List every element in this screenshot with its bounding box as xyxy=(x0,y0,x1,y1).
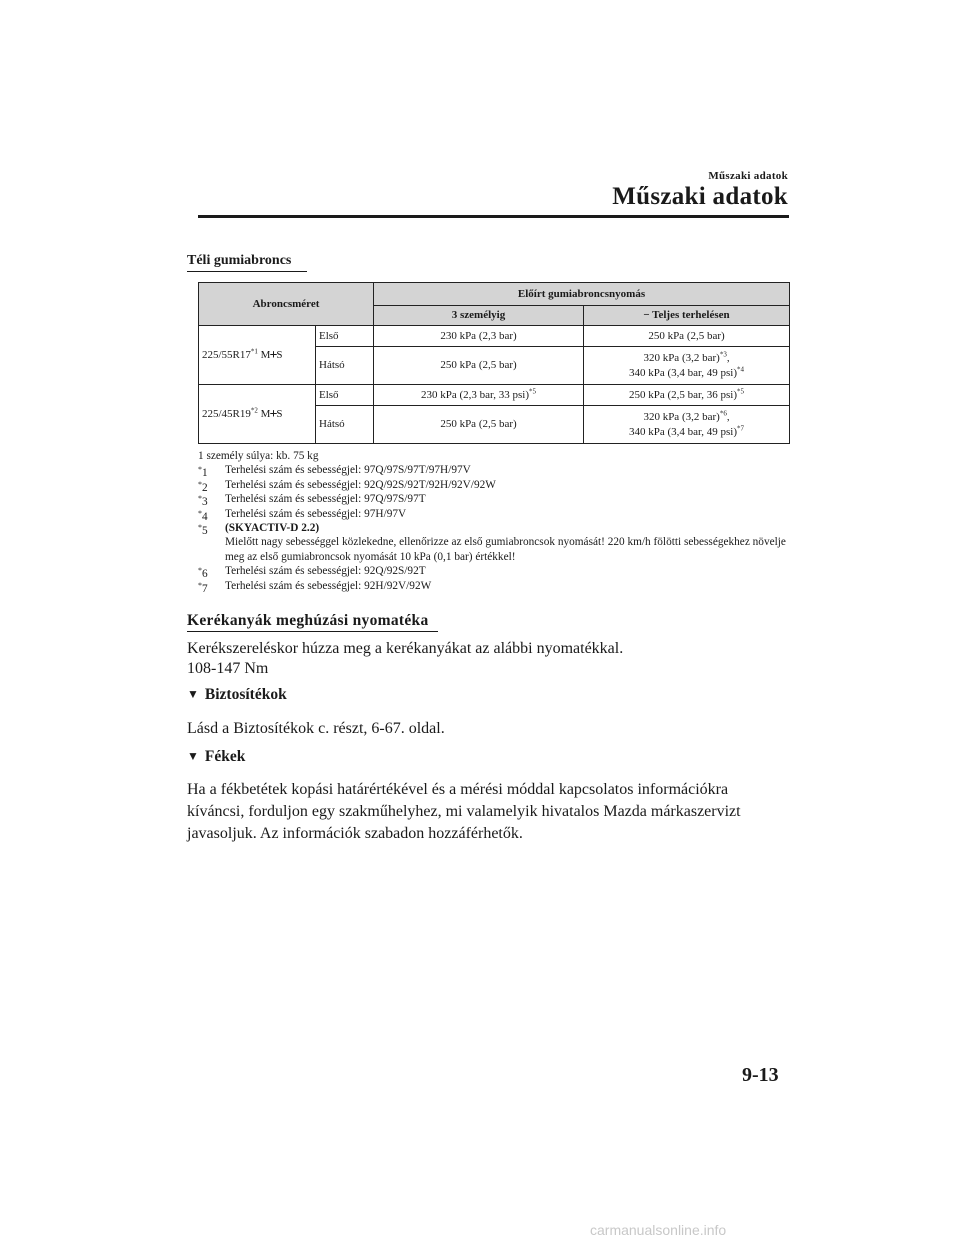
fuses-heading: ▼ Biztosítékok xyxy=(187,686,287,703)
running-header-small: Műszaki adatok xyxy=(708,170,788,182)
ms-right: S xyxy=(276,348,283,361)
watermark: carmanualsonline.info xyxy=(590,1222,727,1238)
tire-size: 225/45R19 xyxy=(202,407,251,420)
col-header-3-persons: 3 személyig xyxy=(374,306,584,326)
pressure-3p-rear: 250 kPa (2,5 bar) xyxy=(374,406,584,444)
torque-value: 108-147 Nm xyxy=(187,660,269,677)
triangle-down-icon: ▼ xyxy=(187,749,199,763)
footnote-item: *4 Terhelési szám és sebességjel: 97H/97V xyxy=(198,507,407,523)
footnote-ref: *2 xyxy=(250,405,258,414)
winter-tire-title: Téli gumiabroncs xyxy=(187,253,292,268)
person-weight-note: 1 személy súlya: kb. 75 kg xyxy=(198,450,319,462)
tire-size-cell xyxy=(199,385,316,444)
footnote-item: *6 Terhelési szám és sebességjel: 92Q/92S/92T xyxy=(198,565,426,581)
fuses-text: Lásd a Biztosítékok c. részt, 6-67. oldal. xyxy=(187,720,445,737)
position-rear: Hátsó xyxy=(316,406,374,444)
tire-size: 225/55R17 xyxy=(202,348,251,361)
pressure-full-rear: 320 kPa (3,2 bar)$^{*6}$, 340 kPa (3,4 bar, 49 psi)$^{*7}$ xyxy=(584,406,790,444)
torque-title-underline xyxy=(187,631,438,632)
torque-section-title: Kerékanyák meghúzási nyomatéka xyxy=(187,612,429,629)
col-header-pressure: Előírt gumiabroncsnyomás xyxy=(374,283,790,306)
page-number: 9-13 xyxy=(742,1064,779,1086)
mud-snow-plus-icon: + xyxy=(269,406,278,422)
ms-left: M xyxy=(260,348,271,361)
table-row xyxy=(199,385,790,406)
table-row xyxy=(199,326,790,347)
pressure-full-front: 250 kPa (2,5 bar) xyxy=(584,326,790,347)
footnote-item: *1 Terhelési szám és sebességjel: 97Q/97S/97T/97H/97V xyxy=(198,464,471,480)
footnotes xyxy=(198,449,789,593)
ms-left: M xyxy=(260,407,271,420)
pressure-3p-front: 230 kPa (2,3 bar) xyxy=(374,326,584,347)
col-header-size: Abroncsméret xyxy=(199,283,374,326)
torque-instruction: Kerékszereléskor húzza meg a kerékanyákat az alábbi nyomatékkal. xyxy=(187,640,624,657)
footnote-item: *3 Terhelési szám és sebességjel: 97Q/97S/97T xyxy=(198,493,426,509)
tire-size-cell xyxy=(199,326,316,385)
position-rear: Hátsó xyxy=(316,347,374,385)
pressure-full-rear: 320 kPa (3,2 bar)$^{*3}$, 340 kPa (3,4 bar, 49 psi)$^{*4}$ xyxy=(584,347,790,385)
footnote-item: *2 Terhelési szám és sebességjel: 92Q/92S/92T/92H/92V/92W xyxy=(198,478,496,494)
position-front: Első xyxy=(316,326,374,347)
pressure-3p-rear: 250 kPa (2,5 bar) xyxy=(374,347,584,385)
brakes-text: Ha a fékbetétek kopási határértékével és a mérési móddal kapcsolatos információkra kíváncsi, forduljon egy szakműhelyhez, mi valamelyik hivatalos Mazda márkaszervizt javasoljuk. Az információk szabadon hozzáférhetők. xyxy=(187,781,741,842)
pressure-3p-front: 230 kPa (2,3 bar, 33 psi)$^{*5}$ xyxy=(374,385,584,406)
pressure-full-front: 250 kPa (2,5 bar, 36 psi)$^{*5}$ xyxy=(584,385,790,406)
brakes-heading: ▼ Fékek xyxy=(187,748,246,765)
footnote-item: *5 (SKYACTIV-D 2.2) Mielőtt nagy sebességgel közlekedne, ellenőrizze az első gumiabroncsok nyomását! 220 km/h fölötti sebességekhez növelje meg az első gumiabroncsok nyomását 10 kPa (0,1 bar) értékkel! xyxy=(198,522,786,563)
table-header-row xyxy=(199,283,790,306)
triangle-down-icon: ▼ xyxy=(187,687,199,701)
winter-tire-title-underline xyxy=(187,271,307,272)
running-header-title: Műszaki adatok xyxy=(612,183,788,210)
ms-right: S xyxy=(276,407,283,420)
footnote-ref: *1 xyxy=(250,346,258,355)
header-rule xyxy=(198,215,789,218)
mud-snow-plus-icon: + xyxy=(269,347,278,363)
position-front: Első xyxy=(316,385,374,406)
winter-tire-table xyxy=(198,282,790,444)
footnote-item: *7 Terhelési szám és sebességjel: 92H/92V/92W xyxy=(198,579,432,595)
col-header-full-load: − Teljes terhelésen xyxy=(584,306,790,326)
